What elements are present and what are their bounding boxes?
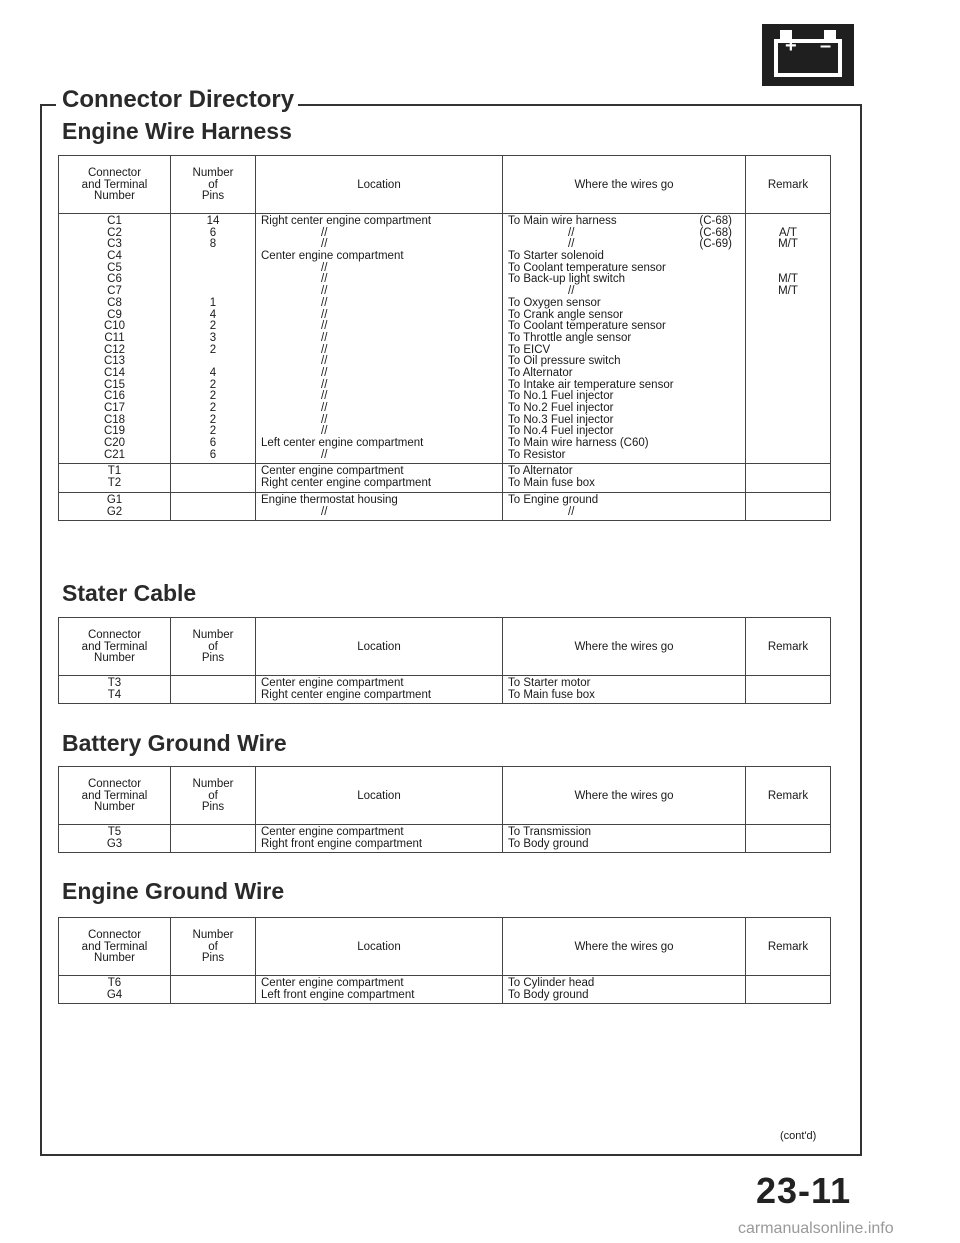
frame-top-line [265,104,862,106]
remark-text [751,333,825,345]
pin-count: 4 [209,308,217,321]
remark-text [751,391,825,403]
remark-text: A/T [779,226,797,239]
ditto-mark: // [568,226,575,239]
location-list [256,214,503,464]
ditto-mark: // [568,238,575,251]
ditto-mark: // [321,308,328,321]
header-where: Where the wires go [503,767,746,825]
remark-list [746,976,831,1004]
ditto-mark: // [321,285,328,298]
header-where: Where the wires go [503,918,746,976]
ditto-mark: // [321,413,328,426]
location-text: Center engine compartment [261,250,404,263]
connector-number: C10 [103,320,126,333]
connector-number: C1 [107,215,122,227]
header-location: Location [256,767,503,825]
header-connector: Connector and Terminal Number [59,618,171,676]
where-item [508,274,740,286]
connector-number: C21 [103,448,126,461]
where-item [508,403,740,415]
where-text: To No.1 Fuel injector [508,390,614,403]
stater-cable-table [58,617,831,704]
where-text: To Main wire harness (C60) [508,437,649,450]
connector-number: C13 [103,355,126,368]
where-text: To Throttle angle sensor [508,331,632,344]
where-text: To Intake air temperature sensor [508,378,674,391]
pins-list [171,676,256,704]
header-pins: Number of Pins [171,918,256,976]
header-where: Where the wires go [503,156,746,214]
table-row [59,976,831,1004]
pin-count: 3 [209,331,217,344]
where-item [508,368,740,380]
where-text: To Alternator [508,366,573,379]
table-header-row [59,156,831,214]
ditto-mark: // [321,331,328,344]
connector-list: T3 T4 [59,676,171,704]
header-where: Where the wires go [503,618,746,676]
ditto-mark: // [321,320,328,333]
where-list: To Engine ground // [503,492,746,520]
header-pins: Number of Pins [171,156,256,214]
remark-text [751,368,825,380]
battery-ground-wire-table [58,766,831,853]
header-location: Location [256,618,503,676]
where-text: To Oil pressure switch [508,355,621,368]
table-row [59,825,831,853]
connector-list: T6 G4 [59,976,171,1004]
pin-count [176,274,250,286]
where-list: To Starter motor To Main fuse box [503,676,746,704]
pin-count: 2 [209,378,217,391]
remark-list [746,825,831,853]
connector-code: (C-68) [699,215,732,227]
header-remark: Remark [746,156,831,214]
connector-list [59,214,171,464]
header-remark: Remark [746,618,831,676]
remark-text [751,415,825,427]
pin-count: 2 [209,320,217,333]
connector-number: C2 [107,226,122,239]
remark-text [751,345,825,357]
connector-list: T5 G3 [59,825,171,853]
remark-text: M/T [778,273,798,286]
connector-number: C4 [107,250,122,263]
where-text: To Coolant temperature sensor [508,320,666,333]
remark-text: M/T [778,238,798,251]
remark-text [751,438,825,450]
where-text: To No.3 Fuel injector [508,413,614,426]
section-title-engine-ground-wire: Engine Ground Wire [62,878,285,904]
ditto-mark: // [321,402,328,414]
where-text: To No.2 Fuel injector [508,402,614,414]
header-connector: Connector and Terminal Number [59,767,171,825]
pin-count: 1 [209,296,217,309]
remark-list [746,214,831,464]
ditto-mark: // [321,238,328,251]
location-list: Center engine compartment Right front engine compartment [256,825,503,853]
minus-symbol: – [820,35,832,57]
remark-list [746,492,831,520]
ditto-mark: // [321,296,328,309]
section-title-battery-ground-wire: Battery Ground Wire [62,730,287,756]
header-location: Location [256,918,503,976]
where-list: To Alternator To Main fuse box [503,464,746,492]
section-title-stater-cable: Stater Cable [62,580,197,606]
connector-code: (C-69) [699,238,732,251]
location-list: Center engine compartment Left front engine compartment [256,976,503,1004]
where-item [508,333,740,345]
where-text: To Back-up light switch [508,273,625,286]
ditto-mark: // [321,343,328,356]
remark-text [751,450,825,462]
connector-number: C12 [103,343,126,356]
header-remark: Remark [746,767,831,825]
connector-number: C3 [107,238,122,251]
table-header-row [59,918,831,976]
pin-count: 14 [206,215,220,227]
where-list [503,214,746,464]
connector-number: C5 [107,261,122,274]
header-pins: Number of Pins [171,767,256,825]
where-list: To Cylinder head To Body ground [503,976,746,1004]
engine-wire-harness-table [58,155,831,521]
table-header-row [59,767,831,825]
location-text: Left center engine compartment [261,437,424,450]
remark-text [751,403,825,415]
location-list: Center engine compartment Right center engine compartment [256,464,503,492]
table-row [59,676,831,704]
connector-number: C8 [107,296,122,309]
connector-number: C9 [107,308,122,321]
connector-number: C19 [103,425,126,438]
connector-number: C20 [103,437,126,450]
where-text: To Crank angle sensor [508,308,624,321]
where-item [508,298,740,310]
where-text: To Oxygen sensor [508,296,601,309]
pin-count: 6 [209,448,217,461]
pin-count: 2 [209,413,217,426]
header-remark: Remark [746,918,831,976]
ditto-mark: // [321,448,328,461]
where-item [508,251,740,263]
page-number: 23-11 [756,1170,852,1211]
where-item [508,216,740,228]
connector-number: C14 [103,366,126,379]
ditto-mark: // [321,366,328,379]
battery-icon [762,24,854,86]
engine-ground-wire-table [58,917,831,1004]
remark-text [751,216,825,228]
pins-list [171,492,256,520]
pin-count: 6 [209,226,217,239]
watermark: carmanualsonline.info [738,1220,894,1237]
pin-count: 2 [209,402,217,414]
location-list: Center engine compartment Right center engine compartment [256,676,503,704]
where-item [508,450,740,462]
ditto-mark: // [321,425,328,438]
connector-number: C16 [103,390,126,403]
header-connector: Connector and Terminal Number [59,918,171,976]
location-text: Right center engine compartment [261,215,432,227]
remark-text [751,426,825,438]
remark-text [751,298,825,310]
ditto-mark: // [321,378,328,391]
where-text: To Main wire harness [508,215,617,227]
table-row [59,492,831,520]
frame-top-stub [40,104,56,106]
ditto-mark: // [321,355,328,368]
pin-count: 2 [209,425,217,438]
ditto-mark: // [568,285,575,298]
connector-number: C17 [103,402,126,414]
pin-count [176,263,250,275]
connector-list: T1 T2 [59,464,171,492]
continued-note: (cont'd) [780,1130,817,1142]
table-row [59,464,831,492]
location-list: Engine thermostat housing // [256,492,503,520]
pins-list [171,825,256,853]
remark-list [746,464,831,492]
pin-count: 6 [209,437,217,450]
ditto-mark: // [321,226,328,239]
pins-list [171,976,256,1004]
where-text: To Starter solenoid [508,250,604,263]
remark-text [751,321,825,333]
where-list: To Transmission To Body ground [503,825,746,853]
ditto-mark: // [321,273,328,286]
ditto-mark: // [321,261,328,274]
table-header-row [59,618,831,676]
remark-list [746,676,831,704]
where-text: To No.4 Fuel injector [508,425,614,438]
pins-list [171,214,256,464]
page-title: Connector Directory [62,86,298,114]
where-text: To EICV [508,343,551,356]
table-row [59,214,831,464]
ditto-mark: // [321,390,328,403]
remark-text [751,251,825,263]
pin-count [176,251,250,263]
plus-symbol: + [785,35,797,57]
remark-text [751,380,825,392]
connector-number: C6 [107,273,122,286]
header-location: Location [256,156,503,214]
connector-number: C7 [107,285,122,298]
connector-number: C15 [103,378,126,391]
connector-code: (C-68) [699,226,732,239]
where-text: To Resistor [508,448,566,461]
remark-text [751,356,825,368]
header-connector: Connector and Terminal Number [59,156,171,214]
remark-text: M/T [778,285,798,298]
pins-list [171,464,256,492]
connector-number: C11 [104,331,125,344]
pin-count: 4 [209,366,217,379]
remark-text [751,310,825,322]
pin-count: 2 [209,390,217,403]
section-title-engine-wire-harness: Engine Wire Harness [62,118,292,144]
where-item [508,438,740,450]
pin-count: 8 [209,238,217,251]
connector-list: G1 G2 [59,492,171,520]
where-text: To Coolant temperature sensor [508,261,666,274]
connector-number: C18 [103,413,126,426]
pin-count: 2 [209,343,217,356]
header-pins: Number of Pins [171,618,256,676]
